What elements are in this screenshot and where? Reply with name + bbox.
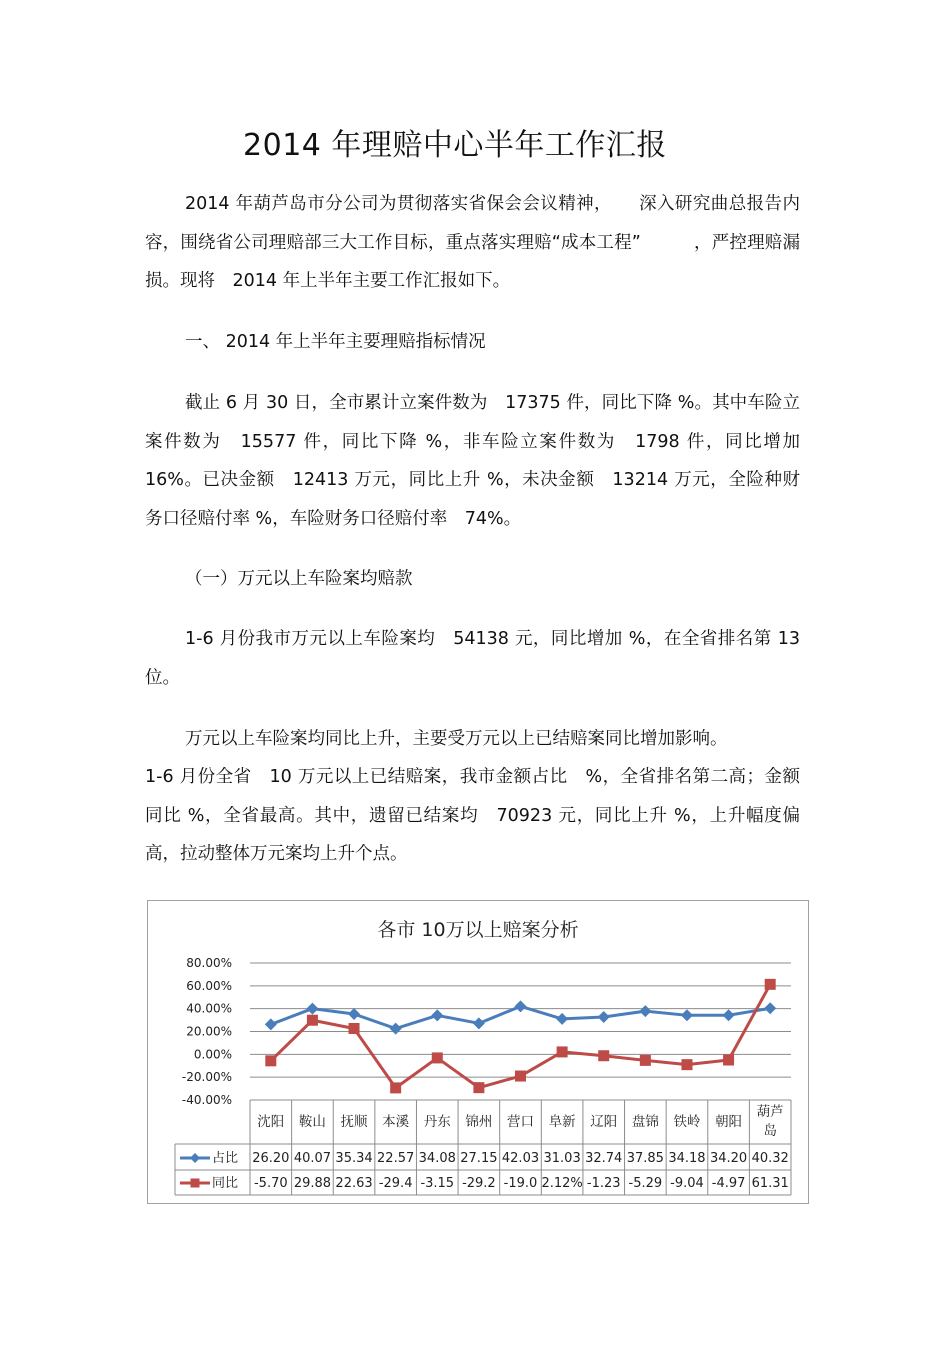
- data-point-同比: [307, 1015, 318, 1026]
- x-category-label: 锦州: [465, 1114, 493, 1130]
- table-value-cell: 35.34: [335, 1151, 373, 1166]
- data-point-同比: [765, 979, 776, 990]
- table-value-cell: -1.23: [586, 1176, 621, 1191]
- table-value-cell: 2.12%: [541, 1176, 583, 1191]
- table-value-cell: 32.74: [585, 1151, 623, 1166]
- table-value-cell: -19.0: [503, 1176, 538, 1191]
- table-value-cell: 22.57: [377, 1151, 415, 1166]
- x-category-label: 葫芦: [756, 1104, 784, 1120]
- section-heading-1: 一、 2014 年上半年主要理赔指标情况: [185, 332, 486, 352]
- chart-canvas: [148, 901, 808, 1203]
- data-point-占比: [431, 1009, 443, 1021]
- table-value-cell: 26.20: [252, 1151, 290, 1166]
- table-value-cell: 34.20: [709, 1151, 748, 1166]
- table-value-cell: -9.04: [670, 1176, 704, 1191]
- table-value-cell: 29.88: [293, 1176, 332, 1191]
- table-value-cell: -5.29: [628, 1176, 663, 1191]
- data-point-占比: [639, 1005, 651, 1017]
- x-category-label: 铁岭: [673, 1114, 701, 1130]
- indicator-paragraph: 截止 6 月 30 日，全市累计立案件数为 17375 件，同比下降 %。其中车险立案件数为 15577 件，同比下降 %，非车险立案件数为 1798 件，同比增加 16%。已决金额 12413 万元，同比上升 %，未决金额 13214 万元，全险种财务口径赔付率 %，车险财务口径赔付率 74%。: [145, 393, 800, 529]
- y-tick-label: -20.00%: [181, 1070, 232, 1085]
- data-point-同比: [390, 1082, 401, 1093]
- y-tick-label: 80.00%: [186, 956, 232, 970]
- data-point-占比: [265, 1018, 277, 1030]
- case-average-paragraph: 1-6 月份我市万元以上车险案均 54138 元，同比增加 %，在全省排名第 13 位。: [145, 629, 800, 688]
- y-tick-label: 40.00%: [186, 1001, 232, 1016]
- data-point-同比: [265, 1055, 276, 1066]
- x-category-label: 盘锦: [631, 1114, 659, 1130]
- y-tick-label: -40.00%: [181, 1093, 232, 1107]
- data-point-同比: [640, 1055, 651, 1066]
- table-value-cell: 34.08: [418, 1151, 456, 1166]
- legend-key-marker: [191, 1179, 200, 1188]
- x-category-label: 朝阳: [715, 1114, 743, 1130]
- x-category-label: 丹东: [423, 1114, 451, 1130]
- data-point-占比: [598, 1011, 610, 1023]
- section-heading-2: （一）万元以上车险案均赔款: [185, 569, 413, 589]
- x-category-label: 抚顺: [340, 1114, 368, 1130]
- x-category-label: 辽阳: [590, 1114, 618, 1130]
- line-chart: [147, 900, 809, 1204]
- table-value-cell: 42.03: [501, 1151, 540, 1166]
- table-value-cell: -3.15: [420, 1176, 455, 1191]
- rise-reason-paragraph: 万元以上车险案均同比上升，主要受万元以上已结赔案同比增加影响。: [185, 729, 728, 749]
- data-point-占比: [764, 1002, 776, 1014]
- x-category-label: 营口: [507, 1114, 534, 1130]
- x-category-label: 岛: [763, 1123, 777, 1139]
- data-point-占比: [515, 1000, 527, 1012]
- data-point-同比: [432, 1052, 443, 1063]
- data-point-同比: [598, 1050, 609, 1061]
- table-value-cell: -29.4: [378, 1176, 413, 1191]
- data-point-占比: [390, 1023, 402, 1035]
- table-value-cell: -5.70: [253, 1176, 288, 1191]
- table-value-cell: 37.85: [626, 1151, 664, 1166]
- data-point-同比: [515, 1071, 526, 1082]
- table-value-cell: 40.07: [293, 1151, 332, 1166]
- table-value-cell: 40.32: [751, 1151, 789, 1166]
- intro-paragraph: 2014 年葫芦岛市分公司为贯彻落实省保会会议精神， 深入研究曲总报告内容，围绕省公司理赔部三大工作目标，重点落实理赔“成本工程” ，严控理赔漏损。现将 2014 年上半年主要工作汇报如下。: [145, 194, 800, 291]
- data-point-占比: [348, 1008, 360, 1020]
- table-value-cell: 27.15: [460, 1151, 498, 1166]
- x-category-label: 本溪: [382, 1114, 410, 1130]
- x-category-label: 阜新: [548, 1114, 576, 1130]
- data-point-同比: [681, 1059, 692, 1070]
- data-point-同比: [723, 1055, 734, 1066]
- x-category-label: 沈阳: [257, 1114, 285, 1130]
- y-tick-label: 60.00%: [186, 978, 232, 993]
- table-value-cell: -4.97: [711, 1176, 746, 1191]
- province-comparison-paragraph: 1-6 月份全省 10 万元以上已结赔案，我市金额占比 %，全省排名第二高；金额同比 %，全省最高。其中，遗留已结案均 70923 元，同比上升 %，上升幅度偏高，拉动整体万元案均上升个点。: [145, 767, 800, 864]
- table-value-cell: 22.63: [335, 1176, 373, 1191]
- page-title: 2014 年理赔中心半年工作汇报: [243, 128, 667, 163]
- data-point-占比: [473, 1017, 485, 1029]
- table-value-cell: 34.18: [668, 1151, 706, 1166]
- data-point-占比: [556, 1013, 568, 1025]
- table-value-cell: -29.2: [462, 1176, 496, 1191]
- x-category-label: 鞍山: [298, 1114, 326, 1130]
- data-point-同比: [473, 1082, 484, 1093]
- table-value-cell: 31.03: [543, 1151, 581, 1166]
- data-point-同比: [557, 1046, 568, 1057]
- y-tick-label: 20.00%: [186, 1024, 232, 1039]
- y-tick-label: 0.00%: [193, 1047, 232, 1062]
- legend-label: 同比: [212, 1176, 239, 1191]
- chart-title: 各市 10万以上赔案分析: [377, 919, 579, 941]
- table-value-cell: 61.31: [751, 1176, 789, 1191]
- data-point-同比: [349, 1023, 360, 1034]
- data-point-占比: [306, 1003, 318, 1015]
- data-point-占比: [723, 1009, 735, 1021]
- legend-key-marker: [190, 1153, 200, 1163]
- data-point-占比: [681, 1009, 693, 1021]
- legend-label: 占比: [212, 1151, 239, 1166]
